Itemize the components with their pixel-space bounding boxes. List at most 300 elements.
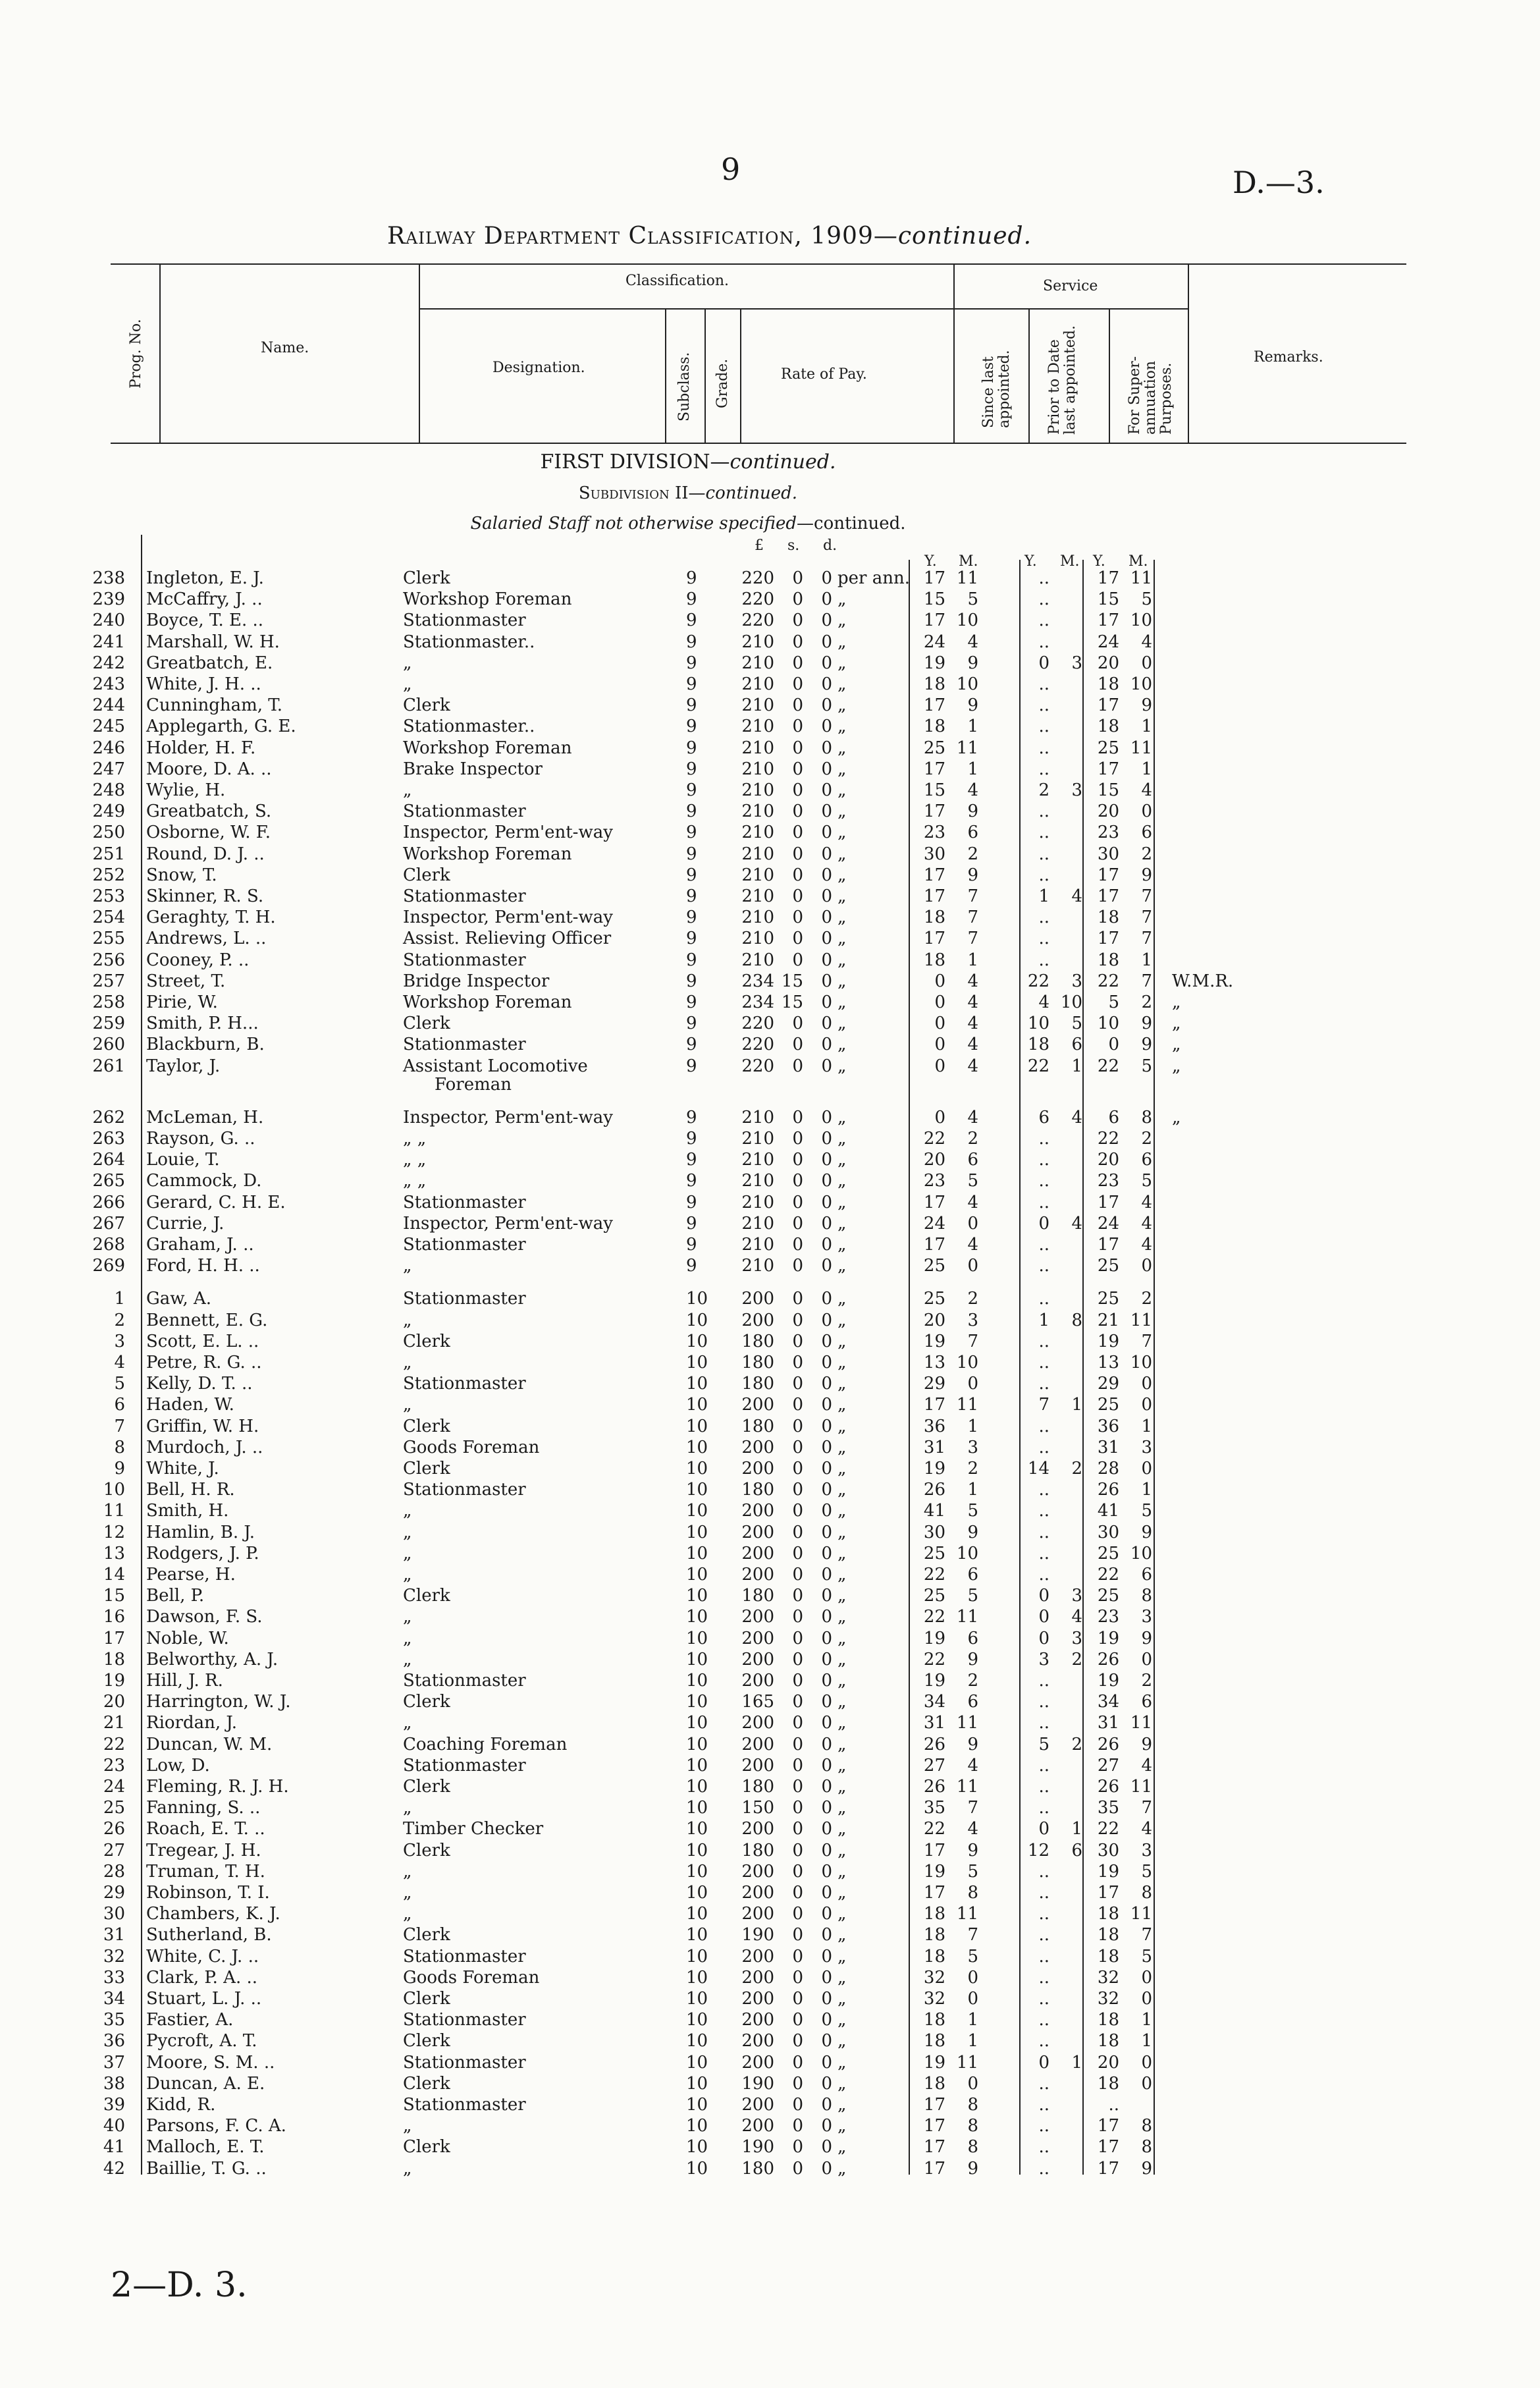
row-since-months: 2 [967, 1459, 978, 1479]
row-name: Moore, D. A. .. [146, 759, 272, 779]
row-shillings: 0 [792, 1968, 803, 1988]
row-remarks: „ [1172, 992, 1181, 1012]
row-since-years: 0 [934, 992, 945, 1012]
row-grade: 9 [686, 865, 697, 885]
row-remarks: „ [1172, 1108, 1181, 1127]
row-per: „ [837, 611, 847, 630]
row-pounds: 180 [741, 1332, 774, 1351]
row-since-months: 11 [956, 2053, 978, 2073]
row-pounds: 200 [741, 2095, 774, 2115]
row-grade: 10 [686, 1692, 708, 1712]
row-per: „ [837, 2010, 847, 2030]
row-super-months: 8 [1141, 1586, 1152, 1606]
row-pounds: 200 [741, 1438, 774, 1457]
row-since-months: 4 [967, 632, 978, 652]
row-grade: 10 [686, 1374, 708, 1394]
row-super-months: 0 [1141, 1650, 1152, 1669]
row-designation: Goods Foreman [403, 1438, 540, 1457]
row-since-years: 0 [934, 1108, 945, 1127]
row-since-months: 8 [967, 2137, 978, 2157]
row-prog-no: 245 [92, 717, 125, 736]
row-name: Hamlin, B. J. [146, 1523, 255, 1542]
row-pence: 0 [821, 1629, 832, 1648]
row-shillings: 0 [792, 780, 803, 800]
row-name: Pycroft, A. T. [146, 2031, 257, 2051]
row-shillings: 0 [792, 611, 803, 630]
row-super-months: 4 [1141, 632, 1152, 652]
row-pence: 0 [821, 1607, 832, 1627]
row-per: „ [837, 823, 847, 842]
row-per: „ [837, 1841, 847, 1860]
row-designation: Coaching Foreman [403, 1735, 568, 1754]
row-pence: 0 [821, 1150, 832, 1170]
row-super-months: 11 [1130, 1311, 1152, 1330]
row-prior-years: .. [1038, 1713, 1049, 1733]
row-prior-years: .. [1038, 2095, 1049, 2115]
table-row [0, 1734, 1540, 1755]
row-since-years: 17 [923, 1841, 945, 1860]
row-grade: 10 [686, 1904, 708, 1924]
row-super-years: 22 [1097, 1819, 1119, 1839]
row-pence: 0 [821, 1819, 832, 1839]
row-shillings: 0 [792, 1692, 803, 1712]
row-prog-no: 1 [114, 1289, 125, 1309]
row-shillings: 0 [792, 2053, 803, 2073]
row-prior-years: .. [1038, 1692, 1049, 1712]
row-pounds: 200 [741, 1459, 774, 1479]
row-super-months: 4 [1141, 1756, 1152, 1776]
row-shillings: 0 [792, 1311, 803, 1330]
row-super-months: 11 [1130, 738, 1152, 758]
row-per: „ [837, 1735, 847, 1754]
row-pounds: 210 [741, 1235, 774, 1255]
row-since-months: 10 [956, 1353, 978, 1372]
row-pence: 0 [821, 886, 832, 906]
row-pence: 0 [821, 568, 832, 588]
table-row [0, 1797, 1540, 1818]
row-designation: Clerk [403, 695, 450, 715]
row-per: „ [837, 1374, 847, 1394]
row-pence: 0 [821, 1056, 832, 1076]
row-name: Petre, R. G. .. [146, 1353, 262, 1372]
row-prog-no: 29 [103, 1883, 125, 1903]
row-prior-years: .. [1038, 2074, 1049, 2094]
row-prog-no: 3 [114, 1332, 125, 1351]
row-prior-years: .. [1038, 929, 1049, 948]
row-super-years: 20 [1097, 801, 1119, 821]
row-prog-no: 42 [103, 2159, 125, 2179]
table-row [0, 1564, 1540, 1585]
row-super-months: 6 [1141, 1150, 1152, 1170]
row-pounds: 200 [741, 2116, 774, 2136]
row-since-months: 3 [967, 1311, 978, 1330]
row-since-months: 10 [956, 1544, 978, 1563]
row-name: Haden, W. [146, 1395, 234, 1415]
row-shillings: 0 [792, 886, 803, 906]
row-prior-years: .. [1038, 1417, 1049, 1436]
row-prior-years: .. [1038, 1798, 1049, 1818]
row-since-months: 9 [967, 1735, 978, 1754]
row-super-years: 25 [1097, 1256, 1119, 1276]
row-pounds: 200 [741, 1501, 774, 1521]
row-name: Boyce, T. E. .. [146, 611, 264, 630]
row-shillings: 0 [792, 2031, 803, 2051]
row-super-months: 4 [1141, 1214, 1152, 1234]
row-prog-no: 17 [103, 1629, 125, 1648]
row-pounds: 180 [741, 1777, 774, 1797]
table-row [0, 1988, 1540, 2009]
row-pounds: 210 [741, 929, 774, 948]
row-pounds: 200 [741, 1735, 774, 1754]
row-super-years: 17 [1097, 865, 1119, 885]
row-prog-no: 243 [92, 674, 125, 694]
row-per: „ [837, 2116, 847, 2136]
row-per: „ [837, 1607, 847, 1627]
row-prior-years: .. [1038, 1777, 1049, 1797]
row-since-years: 25 [923, 1256, 945, 1276]
row-grade: 10 [686, 2159, 708, 2179]
row-pence: 0 [821, 1332, 832, 1351]
table-row [0, 2030, 1540, 2051]
row-super-months: 2 [1141, 1671, 1152, 1691]
row-since-years: 32 [923, 1968, 945, 1988]
table-row [0, 1691, 1540, 1712]
col-designation: Designation. [492, 360, 585, 376]
row-pounds: 210 [741, 632, 774, 652]
row-prior-months: 8 [1071, 1311, 1082, 1330]
row-super-years: 18 [1097, 1904, 1119, 1924]
row-super-years: 20 [1097, 1150, 1119, 1170]
row-designation: Stationmaster [403, 611, 526, 630]
row-prog-no: 13 [103, 1544, 125, 1563]
row-super-years: 19 [1097, 1629, 1119, 1648]
row-super-months: 5 [1141, 1947, 1152, 1967]
row-since-months: 4 [967, 992, 978, 1012]
col-rate-of-pay: Rate of Pay. [781, 366, 867, 383]
row-designation: Stationmaster [403, 1756, 526, 1776]
row-per: „ [837, 695, 847, 715]
row-super-months: 3 [1141, 1607, 1152, 1627]
col-divider [1188, 263, 1189, 443]
row-shillings: 0 [792, 801, 803, 821]
row-super-years: 30 [1097, 1841, 1119, 1860]
row-pence: 0 [821, 1692, 832, 1712]
row-designation: Goods Foreman [403, 1968, 540, 1988]
table-row [0, 1543, 1540, 1564]
row-super-years: 18 [1097, 2010, 1119, 2030]
row-since-years: 0 [934, 971, 945, 991]
row-name: Applegarth, G. E. [146, 717, 296, 736]
row-name: Cooney, P. .. [146, 950, 250, 970]
row-grade: 9 [686, 1108, 697, 1127]
row-since-years: 20 [923, 1311, 945, 1330]
table-row [0, 2136, 1540, 2157]
row-grade: 10 [686, 1417, 708, 1436]
table-row [0, 1458, 1540, 1479]
row-since-months: 4 [967, 1193, 978, 1212]
row-since-years: 22 [923, 1819, 945, 1839]
row-shillings: 0 [792, 1650, 803, 1669]
row-since-months: 0 [967, 1968, 978, 1988]
row-pounds: 200 [741, 2053, 774, 2073]
row-designation: Clerk [403, 2137, 450, 2157]
page-number: 9 [721, 151, 741, 187]
row-since-years: 0 [934, 1014, 945, 1033]
row-super-months: 6 [1141, 1565, 1152, 1585]
row-name: Fleming, R. J. H. [146, 1777, 289, 1797]
row-shillings: 0 [792, 1289, 803, 1309]
row-since-months: 4 [967, 1235, 978, 1255]
row-super-months: 7 [1141, 1332, 1152, 1351]
row-per: „ [837, 1883, 847, 1903]
row-designation: „ [403, 1629, 412, 1648]
row-name: Kidd, R. [146, 2095, 216, 2115]
row-prior-years: 4 [1038, 992, 1049, 1012]
row-grade: 9 [686, 844, 697, 864]
row-name: Graham, J. .. [146, 1235, 254, 1255]
row-pounds: 210 [741, 1171, 774, 1191]
row-name: Smith, P. H... [146, 1014, 259, 1033]
unit-years: Y. [1024, 553, 1037, 570]
row-since-months: 6 [967, 1692, 978, 1712]
row-pounds: 210 [741, 717, 774, 736]
row-grade: 10 [686, 1480, 708, 1500]
row-pence: 0 [821, 2137, 832, 2157]
row-grade: 9 [686, 1193, 697, 1212]
row-pounds: 180 [741, 1586, 774, 1606]
row-super-months: 1 [1141, 1480, 1152, 1500]
table-row [0, 1924, 1540, 1945]
col-remarks: Remarks. [1254, 349, 1323, 366]
row-super-years: 19 [1097, 1671, 1119, 1691]
row-grade: 10 [686, 1777, 708, 1797]
row-per: „ [837, 1565, 847, 1585]
row-since-months: 4 [967, 1819, 978, 1839]
row-super-months: 9 [1141, 1629, 1152, 1648]
row-pounds: 220 [741, 1056, 774, 1076]
row-prior-months: 1 [1071, 1819, 1082, 1839]
row-super-years: 18 [1097, 1925, 1119, 1945]
row-super-months: 10 [1130, 674, 1152, 694]
row-since-years: 18 [923, 717, 945, 736]
row-prog-no: 11 [103, 1501, 125, 1521]
col-divider [1028, 308, 1030, 443]
row-since-months: 0 [967, 2074, 978, 2094]
row-designation: Stationmaster.. [403, 717, 535, 736]
row-grade: 9 [686, 568, 697, 588]
row-since-years: 17 [923, 2159, 945, 2179]
row-pence: 0 [821, 653, 832, 673]
row-since-months: 9 [967, 695, 978, 715]
row-pounds: 200 [741, 1629, 774, 1648]
row-prior-years: .. [1038, 1193, 1049, 1212]
row-super-months: 10 [1130, 1544, 1152, 1563]
row-designation: Clerk [403, 1332, 450, 1351]
row-since-years: 17 [923, 929, 945, 948]
row-per: „ [837, 992, 847, 1012]
row-name: Ford, H. H. .. [146, 1256, 260, 1276]
row-prog-no: 16 [103, 1607, 125, 1627]
row-prior-years: .. [1038, 1171, 1049, 1191]
row-pounds: 180 [741, 2159, 774, 2179]
row-prior-years: .. [1038, 1947, 1049, 1967]
unit-months: M. [1060, 553, 1080, 570]
table-row [0, 865, 1540, 886]
row-name: Cammock, D. [146, 1171, 262, 1191]
row-pounds: 210 [741, 1108, 774, 1127]
row-name: Bennett, E. G. [146, 1311, 268, 1330]
row-prog-no: 33 [103, 1968, 125, 1988]
row-since-months: 7 [967, 1925, 978, 1945]
row-grade: 10 [686, 1756, 708, 1776]
row-shillings: 0 [792, 1947, 803, 1967]
row-since-years: 22 [923, 1607, 945, 1627]
row-prior-years: 12 [1027, 1841, 1049, 1860]
header-bottom-rule [111, 443, 1406, 444]
row-since-months: 8 [967, 2095, 978, 2115]
row-shillings: 0 [792, 1777, 803, 1797]
row-super-years: 22 [1097, 1056, 1119, 1076]
row-prior-months: 2 [1071, 1459, 1082, 1479]
table-row [0, 2158, 1540, 2179]
col-grade: Grade. [714, 358, 731, 408]
row-per: „ [837, 908, 847, 927]
row-per: „ [837, 1798, 847, 1818]
row-super-months: 5 [1141, 1501, 1152, 1521]
row-designation: „ [403, 1883, 412, 1903]
classification-rule [419, 308, 1188, 310]
row-per: „ [837, 1968, 847, 1988]
row-since-years: 22 [923, 1129, 945, 1149]
row-pence: 0 [821, 717, 832, 736]
row-prior-years: .. [1038, 1374, 1049, 1394]
row-per: „ [837, 674, 847, 694]
row-per: „ [837, 2074, 847, 2094]
row-prior-months: 4 [1071, 1214, 1082, 1234]
row-since-years: 24 [923, 632, 945, 652]
table-row [0, 1255, 1540, 1276]
row-designation: „ [403, 1713, 412, 1733]
table-row [0, 1170, 1540, 1191]
row-since-months: 11 [956, 1607, 978, 1627]
row-pounds: 150 [741, 1798, 774, 1818]
row-designation: Stationmaster [403, 950, 526, 970]
table-row [0, 1776, 1540, 1797]
row-name: Duncan, W. M. [146, 1735, 273, 1754]
row-designation: „ [403, 2159, 412, 2179]
row-prior-months: 4 [1071, 886, 1082, 906]
row-pounds: 220 [741, 589, 774, 609]
row-prog-no: 23 [103, 1756, 125, 1776]
row-per: „ [837, 738, 847, 758]
row-prog-no: 21 [103, 1713, 125, 1733]
row-shillings: 0 [792, 738, 803, 758]
row-designation: Stationmaster.. [403, 632, 535, 652]
row-pounds: 210 [741, 801, 774, 821]
row-since-years: 35 [923, 1798, 945, 1818]
table-row [0, 1373, 1540, 1394]
row-per: „ [837, 1014, 847, 1033]
row-since-months: 5 [967, 589, 978, 609]
row-name: Osborne, W. F. [146, 823, 271, 842]
table-row [0, 2115, 1540, 2136]
row-since-years: 0 [934, 1056, 945, 1076]
row-pounds: 210 [741, 695, 774, 715]
row-grade: 10 [686, 1353, 708, 1372]
subdivision-text: Subdivision II— [578, 483, 706, 503]
row-grade: 10 [686, 2137, 708, 2157]
row-shillings: 0 [792, 759, 803, 779]
row-super-months: 0 [1141, 1374, 1152, 1394]
row-super-months: 0 [1141, 1968, 1152, 1988]
row-per: „ [837, 1129, 847, 1149]
row-designation: „ „ [403, 1171, 427, 1191]
row-prior-years: .. [1038, 1438, 1049, 1457]
row-super-years: 28 [1097, 1459, 1119, 1479]
row-since-years: 13 [923, 1353, 945, 1372]
row-since-years: 18 [923, 1904, 945, 1924]
row-prior-years: .. [1038, 1150, 1049, 1170]
row-designation: Stationmaster [403, 1480, 526, 1500]
row-super-months: 4 [1141, 780, 1152, 800]
subdivision-heading [326, 483, 1050, 503]
row-prog-no: 256 [92, 950, 125, 970]
row-grade: 9 [686, 695, 697, 715]
row-grade: 9 [686, 1035, 697, 1054]
row-super-years: 6 [1108, 1108, 1119, 1127]
table-row [0, 1818, 1540, 1839]
row-since-months: 1 [967, 2010, 978, 2030]
row-prior-years: 22 [1027, 971, 1049, 991]
col-classification: Classification. [625, 273, 729, 289]
row-since-months: 9 [967, 2159, 978, 2179]
row-super-years: 20 [1097, 653, 1119, 673]
row-prog-no: 254 [92, 908, 125, 927]
row-grade: 9 [686, 1129, 697, 1149]
row-super-years: 17 [1097, 568, 1119, 588]
row-designation: Inspector, Perm'ent-way [403, 823, 613, 842]
row-designation-continued: Foreman [435, 1075, 512, 1095]
row-prior-years: 1 [1038, 1311, 1049, 1330]
row-since-years: 30 [923, 844, 945, 864]
row-designation: „ [403, 1353, 412, 1372]
row-shillings: 0 [792, 1756, 803, 1776]
row-grade: 10 [686, 1607, 708, 1627]
row-designation: Workshop Foreman [403, 992, 572, 1012]
row-per: „ [837, 759, 847, 779]
col-divider [740, 308, 741, 443]
row-grade: 10 [686, 1523, 708, 1542]
row-since-months: 1 [967, 1480, 978, 1500]
table-row [0, 1500, 1540, 1521]
row-name: Fastier, A. [146, 2010, 234, 2030]
row-super-months: 9 [1141, 1735, 1152, 1754]
table-row [0, 950, 1540, 971]
row-since-years: 19 [923, 1862, 945, 1882]
row-grade: 10 [686, 1289, 708, 1309]
row-pence: 0 [821, 695, 832, 715]
row-remarks: „ [1172, 1056, 1181, 1076]
row-per: „ [837, 801, 847, 821]
row-pounds: 200 [741, 1947, 774, 1967]
row-super-years: 25 [1097, 1544, 1119, 1563]
row-grade: 9 [686, 992, 697, 1012]
row-grade: 9 [686, 971, 697, 991]
row-name: Bell, H. R. [146, 1480, 235, 1500]
row-shillings: 0 [792, 1904, 803, 1924]
row-prior-months: 6 [1071, 1035, 1082, 1054]
row-designation: Workshop Foreman [403, 738, 572, 758]
